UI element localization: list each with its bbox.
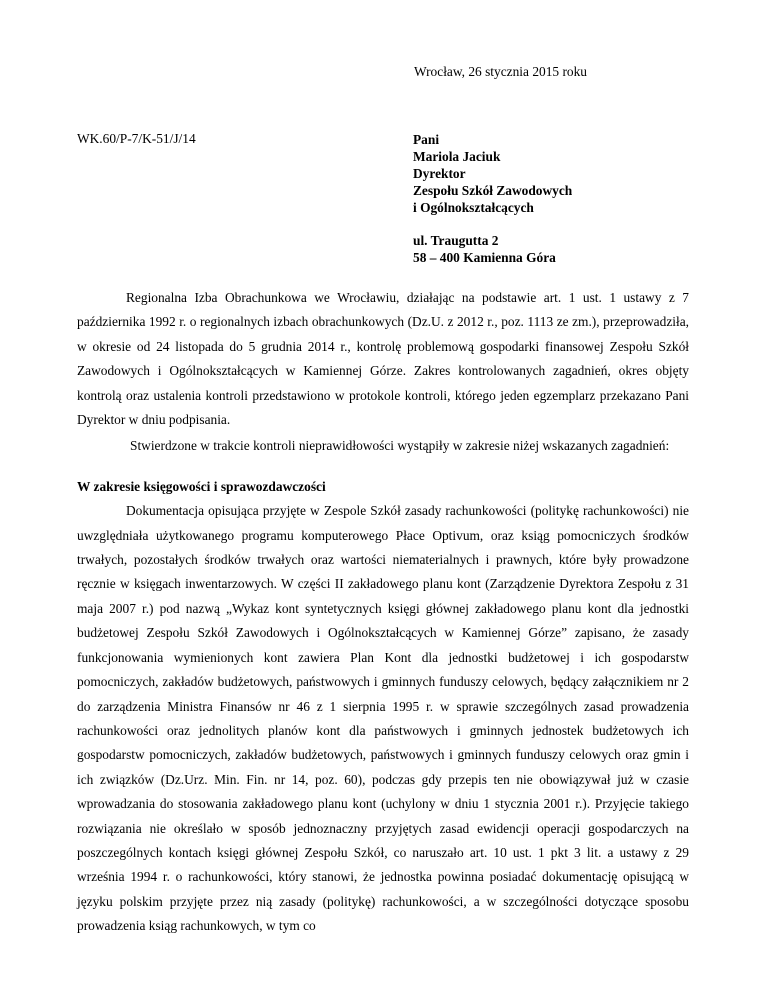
recipient-name: Mariola Jaciuk bbox=[413, 149, 501, 164]
letter-body bbox=[77, 286, 689, 939]
recipient-address-block bbox=[413, 131, 572, 266]
address-spacer bbox=[413, 216, 572, 232]
section-heading-accounting: W zakresie księgowości i sprawozdawczości bbox=[77, 478, 326, 494]
recipient-institution-line2: i Ogólnokształcących bbox=[413, 200, 534, 215]
letter-date: Wrocław, 26 stycznia 2015 roku bbox=[414, 64, 587, 79]
recipient-postal-city: 58 – 400 Kamienna Góra bbox=[413, 250, 556, 265]
recipient-street: ul. Traugutta 2 bbox=[413, 233, 499, 248]
reference-number: WK.60/P-7/K-51/J/14 bbox=[77, 131, 196, 146]
recipient-salutation: Pani bbox=[413, 132, 440, 147]
body-paragraph-accounting: Dokumentacja opisująca przyjęte w Zespole Szkół zasady rachunkowości (politykę rachunkowości) nie uwzględniała użytkowanego programu komputerowego Płace Optivum, oraz ksiąg pomocniczych środków trwałych, pozostałych środków trwałych oraz wartości niematerialnych i prawnych, które były prowadzone ręcznie w księgach inwentarzowych. W części II zakładowego planu kont (Zarządzenie Dyrektora Zespołu z 31 maja 2007 r.) pod nazwą „Wykaz kont syntetycznych księgi głównej zakładowego planu kont dla jednostki budżetowej Zespołu Szkół Zawodowych i Ogólnokształcących w Kamiennej Górze” zapisano, że zasady funkcjonowania wymienionych kont zawiera Plan Kont dla jednostki budżetowej i ich gospodarstw pomocniczych, zakładów budżetowych, państwowych i gminnych funduszy celowych, będący załącznikiem nr 2 do zarządzenia Ministra Finansów nr 46 z 1 sierpnia 1995 r. w sprawie szczególnych zasad prowadzenia rachunkowości oraz jednolitych planów kont dla państwowych i gminnych jednostek budżetowych ich gospodarstw pomocniczych, zakładów budżetowych, państwowych i gminnych funduszy celowych oraz gmin i ich związków (Dz.Urz. Min. Fin. nr 14, poz. 60), podczas gdy przepis ten nie obowiązywał już w czasie wprowadzania do stosowania zakładowego planu kont (uchylony w dniu 1 stycznia 2001 r.). Przyjęcie takiego rozwiązania nie określało w sposób jednoznaczny przyjętych zasad ewidencji operacji gospodarczych na poszczególnych kontach księgi głównej Zespołu Szkół, co naruszało art. 10 ust. 1 pkt 3 lit. a ustawy z 29 września 1994 r. o rachunkowości, który stanowi, że jednostka powinna posiadać dokumentację opisującą w języku polskim przyjęte przez nią zasady (politykę) rachunkowości, a w szczególności dotyczące sposobu prowadzenia ksiąg rachunkowych, w tym co bbox=[77, 503, 689, 934]
recipient-institution-line1: Zespołu Szkół Zawodowych bbox=[413, 183, 573, 198]
recipient-position: Dyrektor bbox=[413, 166, 466, 181]
body-paragraph-findings: Stwierdzone w trakcie kontroli nieprawidłowości wystąpiły w zakresie niżej wskazanych zagadnień: bbox=[130, 438, 670, 454]
body-paragraph-intro: Regionalna Izba Obrachunkowa we Wrocławiu, działając na podstawie art. 1 ust. 1 ustawy z 7 października 1992 r. o regionalnych izbach obrachunkowych (Dz.U. z 2012 r., poz. 1113 ze zm.), przeprowadziła, w okresie od 24 listopada do 5 grudnia 2014 r., kontrolę problemową gospodarki finansowej Zespołu Szkół Zawodowych i Ogólnokształcących w Kamiennej Górze. Zakres kontrolowanych zagadnień, okres objęty kontrolą oraz ustalenia kontroli przedstawiono w protokole kontroli, którego jeden egzemplarz przekazano Pani Dyrektor w dniu podpisania. bbox=[77, 290, 689, 428]
